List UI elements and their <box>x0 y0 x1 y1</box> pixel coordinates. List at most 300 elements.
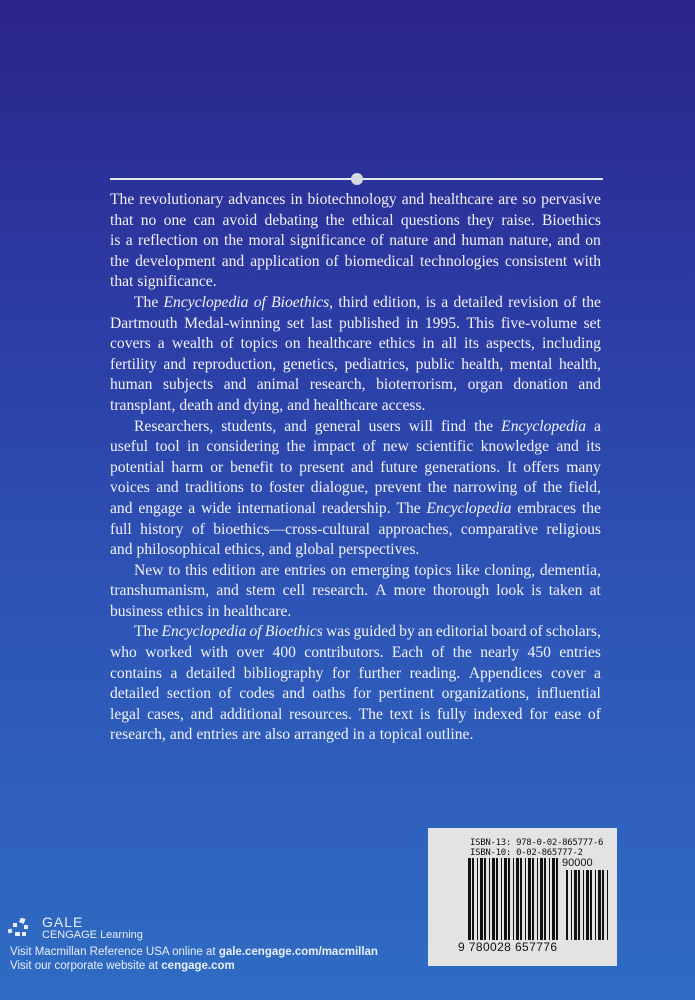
word: healthcare. <box>223 602 292 620</box>
word: edition, <box>373 293 421 311</box>
word: the <box>110 252 130 270</box>
barcode-bar <box>571 870 572 940</box>
word: contributors. <box>304 644 384 662</box>
barcode-bar <box>537 858 538 940</box>
word: mental <box>509 355 553 373</box>
word: Each <box>391 644 424 662</box>
word: significance <box>290 232 366 250</box>
word: more <box>393 582 426 600</box>
word: field, <box>568 479 601 497</box>
paragraph <box>110 622 601 746</box>
word: readership. <box>321 499 391 517</box>
word: and <box>110 499 133 517</box>
barcode-bar <box>492 858 495 940</box>
word: third <box>338 293 368 311</box>
word: topical <box>379 726 423 744</box>
word: ethics, <box>224 541 265 559</box>
word: scholars, <box>545 623 601 641</box>
word: The <box>358 705 383 723</box>
word: advances <box>228 191 286 208</box>
isbn10-text: ISBN-10: 0-02-865777-2 <box>470 848 583 858</box>
word: knowledge <box>480 438 550 456</box>
word: and <box>268 541 292 559</box>
word: thorough <box>432 582 490 600</box>
word: the <box>286 438 306 456</box>
text-line <box>110 725 601 746</box>
gale-logo-icon <box>8 918 34 938</box>
word: influential <box>536 685 601 703</box>
word: Bioethics, <box>271 293 334 311</box>
word: application <box>250 252 320 270</box>
word: ethics <box>378 335 416 353</box>
word: the <box>543 479 563 497</box>
word: set <box>583 314 601 332</box>
barcode-bar <box>598 870 601 940</box>
text-line <box>110 437 601 458</box>
word: for <box>529 705 548 723</box>
word: published <box>338 314 400 332</box>
word: with <box>200 644 229 662</box>
word: and <box>156 479 179 497</box>
text-line <box>110 602 601 623</box>
word: human <box>110 376 153 394</box>
word: its <box>586 438 601 456</box>
word: that <box>110 211 134 229</box>
barcode-bar <box>496 858 498 940</box>
word: many <box>566 458 601 476</box>
paragraph <box>110 293 601 417</box>
word: public <box>415 355 455 373</box>
word: international <box>237 499 316 517</box>
barcode-bar <box>602 870 604 940</box>
word: 400 <box>272 644 296 662</box>
word: Bioethics <box>264 623 323 641</box>
text-line <box>110 314 601 335</box>
word: section <box>166 685 212 703</box>
word: the <box>427 479 447 497</box>
word: topics <box>240 335 278 353</box>
word: generations. <box>424 458 501 476</box>
word: is <box>110 232 121 250</box>
publisher-name: GALE <box>42 914 84 930</box>
word: like <box>456 561 480 579</box>
barcode-bar <box>544 858 546 940</box>
text-line <box>110 252 601 273</box>
word: is <box>419 705 431 723</box>
word: consistent <box>504 252 568 270</box>
word: detailed <box>185 664 236 682</box>
word: human <box>461 232 504 250</box>
word: The <box>396 499 421 517</box>
word: codes <box>239 685 275 703</box>
word: in <box>406 314 419 332</box>
text-line <box>110 705 601 726</box>
isbn13-text: ISBN-13: 978-0-02-865777-6 <box>470 838 604 848</box>
word: all <box>441 335 458 353</box>
word: for <box>331 664 351 682</box>
word: on <box>585 232 601 250</box>
word: the <box>224 232 244 250</box>
barcode-bars <box>468 858 560 946</box>
price-code: 90000 <box>562 857 593 869</box>
word: no <box>140 211 157 229</box>
word: It <box>506 458 517 476</box>
barcode-bar <box>532 858 534 940</box>
word: in <box>422 335 435 353</box>
word: and <box>578 376 601 394</box>
text-line <box>110 375 601 396</box>
word: is <box>531 582 542 600</box>
word: detailed <box>110 685 160 703</box>
word: philosophical <box>136 541 221 559</box>
word: and <box>217 396 240 414</box>
word: biomedical <box>344 252 414 270</box>
word: transhumanism, <box>110 582 210 600</box>
word: additional <box>219 705 283 723</box>
word: Bioethics <box>542 211 601 229</box>
barcode-bar <box>566 870 568 940</box>
word: they <box>467 211 494 229</box>
word: and <box>433 232 457 250</box>
word: Medal-winning <box>184 314 281 332</box>
word: board <box>490 623 527 641</box>
word: taken <box>548 582 583 600</box>
word: development <box>135 252 216 270</box>
barcode-bar <box>583 870 584 940</box>
barcode-bar <box>501 858 502 940</box>
word: embraces <box>517 499 577 517</box>
text-line <box>110 211 601 232</box>
word: are <box>260 561 280 579</box>
word: impact <box>312 438 356 456</box>
word: donation <box>513 376 568 394</box>
cover-description <box>110 190 601 746</box>
barcode-bar <box>477 858 478 940</box>
word: a <box>594 417 601 435</box>
word: research. <box>312 582 369 600</box>
word: death <box>179 396 214 414</box>
word: for <box>352 685 372 703</box>
word: of <box>523 479 537 497</box>
barcode-bar <box>578 870 580 940</box>
word: users <box>368 417 401 435</box>
word: bibliography <box>243 664 324 682</box>
word: health, <box>461 355 504 373</box>
word: last <box>310 314 333 332</box>
word: moral <box>248 232 285 250</box>
word: a <box>441 293 449 311</box>
word: a <box>170 664 178 682</box>
word: of <box>431 644 445 662</box>
word: and <box>350 458 374 476</box>
word: that <box>110 273 134 291</box>
text-line <box>110 458 601 479</box>
word: the <box>474 417 494 435</box>
text-line <box>110 417 601 438</box>
word: research, <box>110 726 166 744</box>
barcode-bar <box>489 858 490 940</box>
word: scientific <box>416 438 474 456</box>
word: biotechnology <box>307 191 397 208</box>
word: who <box>110 644 137 662</box>
word: healthcare <box>307 335 372 353</box>
word: also <box>264 726 291 744</box>
word: on <box>284 335 301 353</box>
word: traditions <box>185 479 244 497</box>
gale-url: gale.cengage.com/macmillan <box>218 946 378 958</box>
barcode-bar <box>552 858 555 940</box>
word: this <box>185 561 208 579</box>
word: in <box>352 726 365 744</box>
word: cover <box>550 664 586 682</box>
word: Dartmouth <box>110 314 178 332</box>
word: resources. <box>289 705 352 723</box>
word: a <box>125 232 133 250</box>
word: Encyclopedia <box>426 499 512 517</box>
word: bioterrorism, <box>376 376 458 394</box>
word: and <box>284 417 307 435</box>
word: and <box>110 541 133 559</box>
word: cloning, <box>484 561 536 579</box>
word: nearly <box>480 644 520 662</box>
word: of <box>249 623 262 641</box>
word: pertinent <box>378 685 435 703</box>
word: benefit <box>230 458 274 476</box>
word: reflection <box>138 232 198 250</box>
word: on <box>203 232 219 250</box>
word: detailed <box>453 293 503 311</box>
word: one <box>163 211 187 229</box>
barcode-bar <box>607 870 608 940</box>
barcode-bar <box>525 858 526 940</box>
word: health, <box>558 355 601 373</box>
word: in <box>186 438 200 456</box>
ean-digits: 9 780028 657776 <box>458 940 558 954</box>
word: the <box>581 499 601 517</box>
word: of <box>563 293 577 311</box>
word: the <box>325 211 345 229</box>
barcode-bar <box>504 858 507 940</box>
barcode-bar <box>540 858 543 940</box>
divider-ornament <box>351 173 363 185</box>
word: ethical <box>351 211 394 229</box>
text-line <box>110 499 601 520</box>
word: worked <box>145 644 192 662</box>
word: set <box>286 314 305 332</box>
word: an <box>417 623 433 641</box>
word: are <box>498 191 518 208</box>
word: Researchers, <box>134 417 214 435</box>
word: dementia, <box>539 561 601 579</box>
word: revolutionary <box>139 191 224 208</box>
text-line <box>110 231 601 252</box>
word: outline. <box>426 726 474 744</box>
word: of <box>370 232 384 250</box>
word: edition <box>212 561 256 579</box>
barcode-bar <box>516 858 519 940</box>
word: by <box>399 623 415 641</box>
barcode-bar <box>513 858 514 940</box>
word: bioethics—cross-cultural <box>213 520 371 538</box>
text-line <box>110 520 601 541</box>
word: fertility <box>110 355 157 373</box>
word: The <box>110 191 135 208</box>
word: five-volume <box>500 314 578 332</box>
word: ethics <box>166 602 204 620</box>
word: covers <box>110 335 151 353</box>
word: stem <box>245 582 276 600</box>
word: entries <box>196 726 238 744</box>
publisher-subname: CENGAGE Learning <box>42 929 143 941</box>
visit-line-1 <box>10 946 378 958</box>
word: significance. <box>137 273 217 291</box>
text-line <box>110 190 601 211</box>
word: genetics, <box>282 355 338 373</box>
word: of <box>587 705 601 723</box>
word: raise. <box>501 211 535 229</box>
word: of <box>191 520 205 538</box>
word: on <box>330 561 347 579</box>
word: the <box>581 293 601 311</box>
word: and <box>163 355 186 373</box>
barcode-bar <box>586 870 589 940</box>
text-line <box>110 664 601 685</box>
word: full <box>110 520 132 538</box>
word: arranged <box>294 726 349 744</box>
word: Encyclopedia <box>501 417 587 435</box>
word: and <box>190 705 214 723</box>
word: entries <box>559 644 601 662</box>
word: prevent <box>374 479 422 497</box>
paragraph <box>110 190 601 293</box>
word: nature, <box>509 232 553 250</box>
word: dying, <box>243 396 284 414</box>
word: and <box>216 582 239 600</box>
word: cases, <box>147 705 184 723</box>
barcode-bar <box>480 858 483 940</box>
paragraph <box>110 561 601 623</box>
word: organ <box>467 376 503 394</box>
word: was <box>326 623 351 641</box>
word: dialogue, <box>310 479 369 497</box>
word: with <box>573 252 601 270</box>
word: fully <box>436 705 467 723</box>
word: avoid <box>222 211 258 229</box>
barcode-bar <box>595 870 596 940</box>
word: text <box>389 705 414 723</box>
word: harm <box>171 458 204 476</box>
word: a <box>157 335 165 353</box>
word: a <box>594 664 601 682</box>
word: over <box>236 644 265 662</box>
text-line <box>110 622 601 643</box>
barcode-bar <box>528 858 531 940</box>
text-line <box>110 272 601 293</box>
word: questions <box>400 211 460 229</box>
barcode-bar <box>556 858 558 940</box>
barcode-bar <box>508 858 510 940</box>
barcode-bar <box>484 858 486 940</box>
word: offers <box>523 458 560 476</box>
word: subjects <box>162 376 214 394</box>
word: The <box>134 293 159 311</box>
word: and <box>282 685 305 703</box>
word: aspects, <box>485 335 535 353</box>
text-line <box>110 293 601 314</box>
text-line <box>110 396 601 417</box>
word: at <box>589 582 601 600</box>
word: New <box>134 561 164 579</box>
word: of <box>218 685 232 703</box>
word: global <box>295 541 335 559</box>
text-line <box>110 684 601 705</box>
visit-line-2 <box>10 960 235 972</box>
word: business <box>110 602 163 620</box>
word: or <box>210 458 224 476</box>
price-barcode-bars <box>566 870 612 946</box>
word: and <box>556 438 579 456</box>
word: and <box>557 232 580 250</box>
word: in <box>207 602 220 620</box>
barcode-bar <box>590 870 592 940</box>
text-line <box>110 561 601 582</box>
word: its <box>464 335 479 353</box>
text-line <box>110 355 601 376</box>
text-line <box>110 334 601 355</box>
barcode-bar <box>549 858 550 940</box>
word: narrowing <box>453 479 518 497</box>
word: to <box>280 458 293 476</box>
word: guided <box>353 623 396 641</box>
word: new <box>382 438 409 456</box>
visit-text: Visit Macmillan Reference USA online at <box>10 946 219 958</box>
word: of <box>253 293 266 311</box>
word: further <box>358 664 402 682</box>
word: reading. <box>409 664 461 682</box>
word: Encyclopedia <box>161 623 247 641</box>
barcode-bar <box>574 870 577 940</box>
word: cell <box>282 582 306 600</box>
word: is <box>425 293 436 311</box>
word: a <box>368 726 376 744</box>
word: Appendices <box>468 664 543 682</box>
text-line <box>110 581 601 602</box>
word: to <box>250 479 263 497</box>
word: engage <box>138 499 183 517</box>
word: oaths <box>312 685 346 703</box>
word: so <box>522 191 537 208</box>
word: technologies <box>419 252 499 270</box>
word: healthcare <box>429 191 494 208</box>
word: and <box>169 726 193 744</box>
word: This <box>466 314 495 332</box>
word: nature <box>389 232 429 250</box>
word: organizations, <box>441 685 530 703</box>
word: entries <box>284 561 326 579</box>
barcode-bar <box>520 858 522 940</box>
word: the <box>452 644 472 662</box>
word: 450 <box>527 644 551 662</box>
word: ease <box>554 705 582 723</box>
visit-text: Visit our corporate website at <box>10 960 162 972</box>
word: of <box>220 335 234 353</box>
word: students, <box>221 417 277 435</box>
paragraph <box>110 417 601 561</box>
word: emerging <box>350 561 410 579</box>
word: debating <box>264 211 319 229</box>
word: revision <box>508 293 559 311</box>
word: legal <box>110 705 141 723</box>
